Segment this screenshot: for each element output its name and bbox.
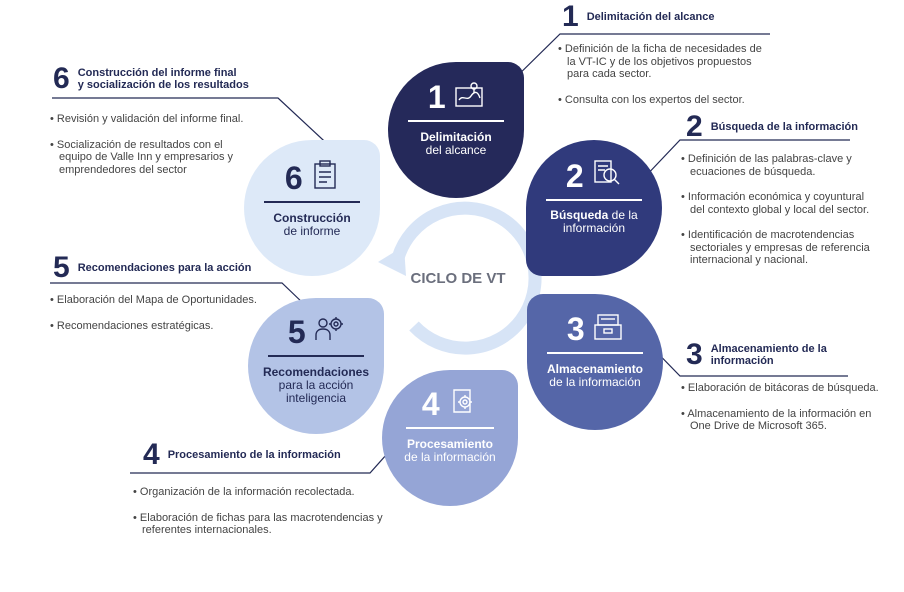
step-3-number: 3 xyxy=(566,311,585,347)
step-4-callout-title: Procesamiento de la información xyxy=(167,449,341,461)
step-1-callout-heading xyxy=(562,2,714,32)
step-1-title-bold: Delimitación xyxy=(420,130,492,144)
step-6-title-bold: Construcción xyxy=(273,211,351,225)
step-1-callout-number: 1 xyxy=(562,0,579,33)
step-2-callout-number: 2 xyxy=(686,110,703,143)
step-6-callout-heading xyxy=(53,64,249,94)
step-4-bullet-2: • Elaboración de fichas para las macrotendencias y referentes internacionales. xyxy=(133,511,383,536)
step-5-number: 5 xyxy=(287,313,306,350)
cycle-center-label: CICLO DE VT xyxy=(410,270,506,287)
step-5-title-bold: Recomendaciones xyxy=(262,365,370,379)
step-5-callout-number: 5 xyxy=(53,251,70,284)
step-2-bullet-3: • Identificación de macrotendencias sectoriales y empresas de referencia internacional y nacional. xyxy=(681,229,870,266)
step-4-bullet-1: • Organización de la información recolectada. xyxy=(133,486,355,498)
step-1-bullet-2: • Consulta con los expertos del sector. xyxy=(558,93,745,106)
archive-drawer-icon xyxy=(593,313,623,346)
step-2-bullets xyxy=(681,153,881,280)
clipboard-icon xyxy=(311,160,339,195)
step-6-petal xyxy=(244,140,380,276)
step-1-bullet-1: • Definición de la ficha de necesidades de la VT-IC y de los objetivos propuestos para cada sector. xyxy=(558,43,762,80)
step-6-callout-title-l1: Construcción del informe final xyxy=(77,67,237,79)
step-4-bullets xyxy=(133,486,393,550)
step-5-title-rest: para la acción inteligencia xyxy=(278,378,354,405)
step-3-petal xyxy=(527,294,663,430)
step-1-number: 1 xyxy=(427,79,446,115)
step-2-bullet-2: • Información económica y coyuntural del contexto global y local del sector. xyxy=(681,191,870,216)
step-4-title-rest: de la información xyxy=(404,450,496,464)
step-3-callout-heading xyxy=(686,340,827,370)
step-2-title-bold: Búsqueda xyxy=(550,208,609,222)
step-6-number: 6 xyxy=(284,159,303,196)
step-2-callout-title: Búsqueda de la información xyxy=(710,121,858,133)
step-3-title-bold: Almacenamiento xyxy=(546,362,644,376)
step-5-callout-title: Recomendaciones para la acción xyxy=(77,262,252,274)
step-2-title-rest: de la información xyxy=(562,208,638,235)
step-2-callout-heading xyxy=(686,112,858,142)
step-1-title-rest: del alcance xyxy=(425,143,487,157)
step-2-petal xyxy=(526,140,662,276)
step-3-callout-title-l1: Almacenamiento de la xyxy=(710,343,827,355)
step-4-callout-number: 4 xyxy=(143,438,160,471)
person-gear-icon xyxy=(314,314,344,349)
step-1-petal xyxy=(388,62,524,198)
step-4-callout-heading xyxy=(143,440,341,470)
step-6-title-rest: de informe xyxy=(283,224,341,238)
step-5-callout-heading xyxy=(53,253,251,283)
step-3-callout-title-l2: información xyxy=(710,355,774,367)
map-icon xyxy=(454,82,484,113)
step-1-callout-title: Delimitación del alcance xyxy=(586,11,715,23)
step-6-bullet-2: • Socialización de resultados con el equipo de Valle Inn y empresarios y emprendedores del sector xyxy=(50,138,234,176)
step-2-number: 2 xyxy=(565,157,584,194)
cycle-arrow-head xyxy=(378,246,406,276)
gear-document-icon xyxy=(448,386,478,421)
step-6-callout-number: 6 xyxy=(53,62,70,95)
step-3-bullet-1: • Elaboración de bitácoras de búsqueda. xyxy=(681,382,879,394)
step-3-bullets xyxy=(681,382,891,446)
step-5-bullets xyxy=(50,294,270,345)
step-5-bullet-2: • Recomendaciones estratégicas. xyxy=(50,319,214,332)
step-6-bullet-1: • Revisión y validación del informe final. xyxy=(50,113,244,125)
step-4-petal xyxy=(382,370,518,506)
step-4-number: 4 xyxy=(421,385,440,422)
step-6-callout-title-l2: y socialización de los resultados xyxy=(77,79,249,91)
step-5-bullet-1: • Elaboración del Mapa de Oportunidades. xyxy=(50,294,257,306)
step-1-bullets xyxy=(558,43,773,119)
step-3-callout-number: 3 xyxy=(686,338,703,371)
step-3-bullet-2: • Almacenamiento de la información en One Drive de Microsoft 365. xyxy=(681,407,872,432)
document-search-icon xyxy=(592,158,622,193)
step-2-bullet-1: • Definición de las palabras-clave y ecuaciones de búsqueda. xyxy=(681,153,852,178)
step-4-title-bold: Procesamiento xyxy=(406,437,494,451)
step-6-bullets xyxy=(50,113,255,189)
step-3-title-rest: de la información xyxy=(549,375,641,389)
